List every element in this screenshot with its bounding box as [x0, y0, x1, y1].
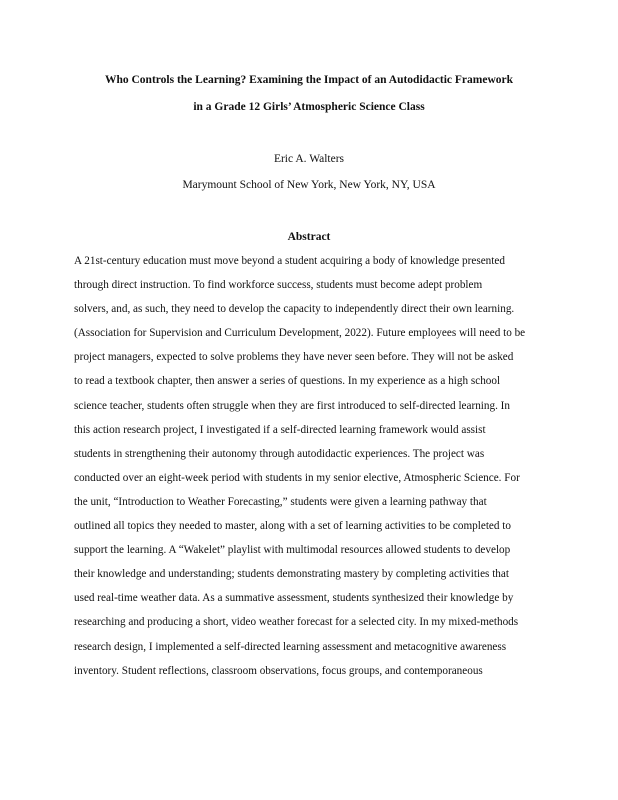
- abstract-line: research design, I implemented a self-directed learning assessment and metacognitive awareness: [74, 640, 507, 653]
- abstract-line: inventory. Student reflections, classroom observations, focus groups, and contemporaneous: [74, 664, 483, 677]
- abstract-line: their knowledge and understanding; students demonstrating mastery by completing activities that: [74, 568, 509, 581]
- abstract-line: researching and producing a short, video weather forecast for a selected city. In my mixed-methods: [74, 616, 519, 629]
- abstract-line: (Association for Supervision and Curriculum Development, 2022). Future employees will need to be: [74, 327, 526, 340]
- abstract-line: support the learning. A “Wakelet” playlist with multimodal resources allowed students to develop: [74, 544, 511, 557]
- abstract-line: outlined all topics they needed to master, along with a set of learning activities to be completed to: [74, 520, 511, 533]
- author-affiliation: Marymount School of New York, New York, NY, USA: [182, 179, 436, 191]
- abstract-line: used real-time weather data. As a summative assessment, students synthesized their knowledge by: [74, 592, 514, 605]
- abstract-line: A 21st-century education must move beyond a student acquiring a body of knowledge presented: [74, 255, 505, 267]
- abstract-body: [74, 254, 552, 688]
- abstract-line: this action research project, I investigated if a self-directed learning framework would assist: [74, 423, 486, 436]
- abstract-line: solvers, and, as such, they need to develop the capacity to independently direct their own learning.: [74, 303, 515, 316]
- abstract-heading: Abstract: [287, 231, 331, 243]
- abstract-line: science teacher, students often struggle when they are first introduced to self-directed learning. In: [74, 399, 511, 412]
- abstract-line: conducted over an eight-week period with students in my senior elective, Atmospheric Science. For: [74, 471, 520, 484]
- abstract-line: students in strengthening their autonomy through autodidactic experiences. The project was: [74, 447, 485, 460]
- abstract-line: to read a textbook chapter, then answer a series of questions. In my experience as a high school: [74, 375, 501, 388]
- abstract-line: project managers, expected to solve problems they have never seen before. They will not be asked: [74, 351, 514, 364]
- author-name: Eric A. Walters: [273, 153, 345, 165]
- paper-title-line-2: in a Grade 12 Girls’ Atmospheric Science Class: [193, 101, 425, 113]
- paper-title-line-1: Who Controls the Learning? Examining the Impact of an Autodidactic Framework: [104, 74, 514, 86]
- abstract-line: the unit, “Introduction to Weather Forecasting,” students were given a learning pathway that: [74, 495, 487, 508]
- abstract-line: through direct instruction. To find workforce success, students must become adept problem: [74, 279, 483, 292]
